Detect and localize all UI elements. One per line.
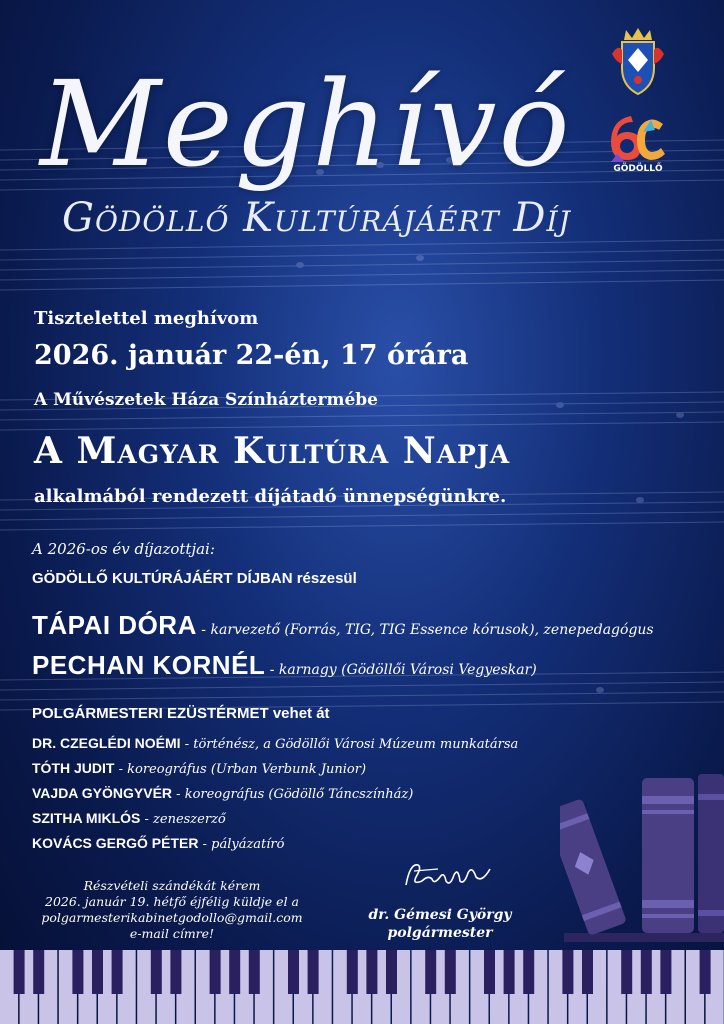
black-key: [14, 950, 25, 994]
event-date: 2026. január 22-én, 17 órára: [34, 340, 469, 371]
list-item: [32, 760, 518, 785]
rsvp-line: 2026. január 19. hétfő éjfélig küldje el a: [45, 894, 299, 909]
list-item: [32, 810, 518, 835]
rsvp-note: [22, 878, 322, 942]
list-item: [32, 735, 518, 760]
black-key: [112, 950, 123, 994]
winner-description: - karnagy (Gödöllői Városi Vegyeskar): [265, 662, 537, 678]
black-key: [229, 950, 240, 994]
award-name: Gödöllő Kultúrájáért Díj: [62, 195, 571, 241]
signer-title: polgármester: [387, 925, 493, 941]
event-name: A Magyar Kultúra Napja: [34, 430, 511, 472]
black-key: [249, 950, 260, 994]
winner-name: KOVÁCS GERGŐ PÉTER: [32, 835, 199, 851]
black-key: [425, 950, 436, 994]
signer-name: dr. Gémesi György: [368, 907, 512, 923]
city-coat-of-arms-icon: [608, 24, 668, 96]
winner-name: DR. CZEGLÉDI NOÉMI: [32, 735, 181, 751]
black-key: [33, 950, 44, 994]
sixty-anniversary-icon: [603, 110, 673, 164]
winner-description: - koreográfus (Gödöllő Táncszínház): [172, 787, 414, 802]
black-key: [484, 950, 495, 994]
list-item: [32, 785, 518, 810]
winner-description: - karvezető (Forrás, TIG, TIG Essence kórusok), zenepedagógus: [196, 622, 654, 638]
award-category-silver-medal: POLGÁRMESTERI EZÜSTÉRMET vehet át: [32, 705, 330, 722]
anniversary-badge: [603, 110, 673, 176]
rsvp-email: polgarmesterikabinetgodollo@gmail.com: [41, 910, 303, 925]
greeting: Tisztelettel meghívom: [34, 308, 259, 329]
black-key: [308, 950, 319, 994]
black-key: [92, 950, 103, 994]
piano-keyboard-illustration: [0, 950, 724, 1024]
winner-name: VAJDA GYÖNGYVÉR: [32, 785, 173, 801]
black-key: [210, 950, 221, 994]
winner-name: SZITHA MIKLÓS: [32, 810, 141, 826]
black-key: [700, 950, 711, 994]
signer-block: [360, 906, 520, 942]
black-key: [582, 950, 593, 994]
main-award-winner: [32, 610, 654, 641]
awardees-heading: A 2026-os év díjazottjai:: [32, 540, 215, 558]
winner-description: - történész, a Gödöllői Városi Múzeum munkatársa: [180, 737, 519, 752]
event-occasion: alkalmából rendezett díjátadó ünnepségünkre.: [34, 486, 507, 507]
winner-description: - zeneszerző: [140, 812, 226, 827]
black-key: [621, 950, 632, 994]
rsvp-line: e-mail címre!: [129, 926, 215, 941]
black-key: [523, 950, 534, 994]
black-key: [170, 950, 181, 994]
black-key: [504, 950, 515, 994]
winner-description: - pályázatíró: [198, 837, 285, 852]
badge-label: GÖDÖLLŐ: [613, 164, 663, 174]
winner-name: TÓTH JUDIT: [32, 760, 115, 776]
books-illustration: [560, 770, 724, 942]
event-venue: A Művészetek Háza Színháztermébe: [34, 390, 378, 410]
black-key: [151, 950, 162, 994]
black-key: [562, 950, 573, 994]
black-key: [72, 950, 83, 994]
black-key: [386, 950, 397, 994]
main-award-winner: [32, 650, 537, 681]
handwritten-signature: [398, 855, 498, 895]
black-key: [660, 950, 671, 994]
rsvp-line: Részvételi szándékát kérem: [83, 878, 261, 893]
invitation-title: Meghívó: [40, 55, 572, 193]
black-key: [641, 950, 652, 994]
black-key: [347, 950, 358, 994]
winner-description: - koreográfus (Urban Verbunk Junior): [114, 762, 367, 777]
black-key: [445, 950, 456, 994]
black-key: [288, 950, 299, 994]
black-key: [366, 950, 377, 994]
award-category-main: GÖDÖLLŐ KULTÚRÁJÁÉRT DÍJBAN részesül: [32, 570, 357, 587]
winner-name: TÁPAI DÓRA: [32, 610, 197, 640]
silver-medal-winners-list: [32, 735, 518, 860]
winner-name: PECHAN KORNÉL: [32, 650, 266, 680]
